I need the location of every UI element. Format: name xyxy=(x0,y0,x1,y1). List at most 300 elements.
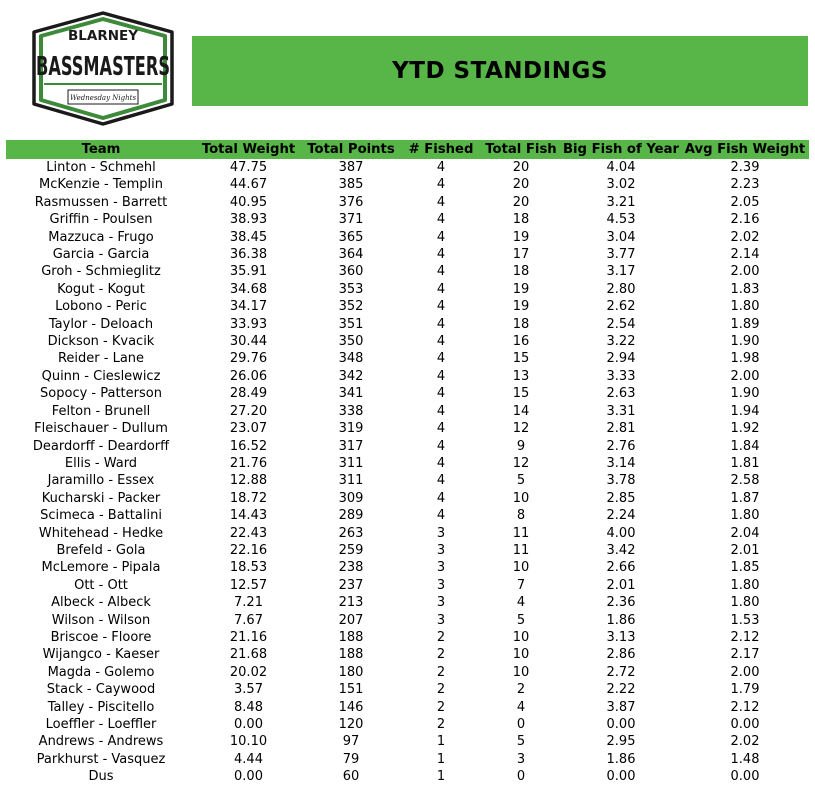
team-cell: McKenzie - Templin xyxy=(39,177,163,193)
total-points-cell: 151 xyxy=(338,682,364,698)
avg-fish-weight-cell: 2.17 xyxy=(730,647,760,663)
team-cell: Dus xyxy=(88,769,114,785)
team-cell: Deardorff - Deardorff xyxy=(32,438,170,454)
total-fish-cell: 17 xyxy=(512,247,530,263)
avg-fish-weight-cell: 0.00 xyxy=(730,717,760,732)
total-points-cell: 238 xyxy=(338,560,364,576)
team-cell: Dickson - Kvacik xyxy=(47,334,155,350)
team-cell: Mazzuca - Frugo xyxy=(48,229,154,245)
total-weight-cell: 29.76 xyxy=(229,351,268,367)
header-big-fish: Big Fish of Year xyxy=(562,142,680,157)
fished-cell: 3 xyxy=(436,542,446,558)
avg-fish-weight-cell: 2.16 xyxy=(730,212,760,228)
fished-cell: 4 xyxy=(436,177,446,193)
total-fish-cell: 4 xyxy=(516,699,526,715)
big-fish-cell: 2.01 xyxy=(606,577,636,593)
header-avg-fish-weight: Avg Fish Weight xyxy=(684,142,806,157)
total-fish-cell: 15 xyxy=(512,351,530,367)
fished-cell: 4 xyxy=(436,508,446,524)
total-points-cell: 342 xyxy=(338,368,364,384)
avg-fish-weight-cell: 2.04 xyxy=(730,525,760,541)
table-row xyxy=(6,316,809,333)
total-fish-cell: 10 xyxy=(512,629,530,645)
table-row xyxy=(6,246,809,263)
fished-cell: 3 xyxy=(436,612,446,628)
total-points-cell: 213 xyxy=(338,595,364,611)
total-weight-cell: 40.95 xyxy=(229,194,268,210)
team-cell: Parkhurst - Vasquez xyxy=(36,751,166,767)
team-cell: Kucharski - Packer xyxy=(41,490,161,506)
avg-fish-weight-cell: 1.48 xyxy=(730,751,760,767)
total-points-cell: 309 xyxy=(338,490,364,506)
table-row xyxy=(6,455,809,472)
fished-cell: 3 xyxy=(436,595,446,611)
total-weight-cell: 28.49 xyxy=(229,386,268,402)
total-fish-cell: 2 xyxy=(516,682,526,698)
big-fish-cell: 3.77 xyxy=(606,247,636,263)
total-fish-cell: 10 xyxy=(512,647,530,663)
total-points-cell: 289 xyxy=(338,508,364,524)
table-row xyxy=(6,438,809,455)
total-fish-cell: 4 xyxy=(516,595,526,611)
fished-cell: 4 xyxy=(436,438,446,454)
table-row xyxy=(6,403,809,420)
avg-fish-weight-cell: 1.87 xyxy=(730,490,760,506)
big-fish-cell: 3.33 xyxy=(606,368,636,384)
table-row xyxy=(6,751,809,768)
team-cell: Loeffler - Loeffler xyxy=(45,717,157,732)
total-points-cell: 97 xyxy=(342,734,360,750)
team-cell: Groh - Schmieglitz xyxy=(41,264,161,280)
avg-fish-weight-cell: 2.23 xyxy=(730,177,760,193)
fished-cell: 2 xyxy=(436,647,446,663)
total-points-cell: 188 xyxy=(338,629,364,645)
logo-line1: BLARNEY xyxy=(67,28,139,44)
team-cell: Garcia - Garcia xyxy=(52,247,150,263)
table-row xyxy=(6,559,809,576)
fished-cell: 4 xyxy=(436,160,446,175)
big-fish-cell: 2.81 xyxy=(606,421,636,437)
table-row xyxy=(6,211,809,228)
total-fish-cell: 16 xyxy=(512,334,530,350)
big-fish-cell: 4.00 xyxy=(606,525,636,541)
total-fish-cell: 7 xyxy=(516,577,526,593)
big-fish-cell: 0.00 xyxy=(606,769,636,785)
total-weight-cell: 30.44 xyxy=(229,334,268,350)
fished-cell: 3 xyxy=(436,577,446,593)
total-points-cell: 120 xyxy=(338,717,364,732)
total-fish-cell: 3 xyxy=(516,751,526,767)
team-cell: Kogut - Kogut xyxy=(57,281,145,297)
total-fish-cell: 15 xyxy=(512,386,530,402)
table-row xyxy=(6,629,809,646)
total-points-cell: 351 xyxy=(338,316,364,332)
fished-cell: 2 xyxy=(436,664,446,680)
big-fish-cell: 4.53 xyxy=(606,212,636,228)
total-weight-cell: 7.67 xyxy=(234,612,263,628)
total-points-cell: 263 xyxy=(338,525,364,541)
total-fish-cell: 19 xyxy=(512,299,530,315)
table-row xyxy=(6,472,809,489)
big-fish-cell: 3.13 xyxy=(606,629,636,645)
team-cell: Whitehead - Hedke xyxy=(38,525,164,541)
avg-fish-weight-cell: 1.83 xyxy=(730,281,760,297)
total-fish-cell: 0 xyxy=(516,717,526,732)
big-fish-cell: 4.04 xyxy=(606,160,636,175)
total-fish-cell: 19 xyxy=(512,229,530,245)
header-fished: # Fished xyxy=(408,142,474,157)
fished-cell: 4 xyxy=(436,281,446,297)
big-fish-cell: 3.78 xyxy=(606,473,636,489)
total-weight-cell: 23.07 xyxy=(229,421,268,437)
table-row xyxy=(6,768,809,785)
total-weight-cell: 44.67 xyxy=(229,177,268,193)
table-row xyxy=(6,194,809,211)
table-row xyxy=(6,733,809,750)
table-row xyxy=(6,646,809,663)
table-header xyxy=(6,140,809,159)
team-cell: Sopocy - Patterson xyxy=(40,386,162,402)
header-total-fish: Total Fish xyxy=(485,142,557,157)
team-cell: Felton - Brunell xyxy=(51,403,151,419)
team-cell: Wilson - Wilson xyxy=(51,612,151,628)
team-cell: Ellis - Ward xyxy=(64,455,138,471)
total-fish-cell: 11 xyxy=(512,525,530,541)
avg-fish-weight-cell: 1.85 xyxy=(730,560,760,576)
total-fish-cell: 0 xyxy=(516,769,526,785)
big-fish-cell: 3.17 xyxy=(606,264,636,280)
fished-cell: 2 xyxy=(436,699,446,715)
total-points-cell: 180 xyxy=(338,664,364,680)
avg-fish-weight-cell: 1.80 xyxy=(730,577,760,593)
avg-fish-weight-cell: 1.92 xyxy=(730,421,760,437)
fished-cell: 4 xyxy=(436,229,446,245)
total-weight-cell: 36.38 xyxy=(229,247,268,263)
big-fish-cell: 2.24 xyxy=(606,508,636,524)
team-cell: Linton - Schmehl xyxy=(46,160,156,175)
fished-cell: 4 xyxy=(436,455,446,471)
total-points-cell: 385 xyxy=(338,177,364,193)
big-fish-cell: 2.76 xyxy=(606,438,636,454)
avg-fish-weight-cell: 1.81 xyxy=(730,455,760,471)
total-weight-cell: 47.75 xyxy=(229,160,268,175)
team-cell: Ott - Ott xyxy=(74,577,128,593)
big-fish-cell: 1.86 xyxy=(606,751,636,767)
fished-cell: 4 xyxy=(436,386,446,402)
total-fish-cell: 20 xyxy=(512,194,530,210)
big-fish-cell: 2.80 xyxy=(606,281,636,297)
total-weight-cell: 0.00 xyxy=(234,717,263,732)
total-weight-cell: 14.43 xyxy=(229,508,268,524)
total-weight-cell: 34.68 xyxy=(229,281,268,297)
table-row xyxy=(6,716,809,733)
big-fish-cell: 3.42 xyxy=(606,542,636,558)
table-row xyxy=(6,385,809,402)
header-total-points: Total Points xyxy=(307,142,395,157)
total-weight-cell: 7.21 xyxy=(234,595,263,611)
fished-cell: 1 xyxy=(436,769,446,785)
total-fish-cell: 19 xyxy=(512,281,530,297)
big-fish-cell: 3.31 xyxy=(606,403,636,419)
fished-cell: 4 xyxy=(436,403,446,419)
total-weight-cell: 21.68 xyxy=(229,647,268,663)
table-row xyxy=(6,681,809,698)
total-points-cell: 360 xyxy=(338,264,364,280)
total-points-cell: 60 xyxy=(342,769,360,785)
total-points-cell: 341 xyxy=(338,386,364,402)
avg-fish-weight-cell: 1.80 xyxy=(730,508,760,524)
total-points-cell: 353 xyxy=(338,281,364,297)
standings-table xyxy=(6,140,809,786)
total-fish-cell: 9 xyxy=(516,438,526,454)
avg-fish-weight-cell: 1.80 xyxy=(730,299,760,315)
big-fish-cell: 2.86 xyxy=(606,647,636,663)
total-weight-cell: 16.52 xyxy=(229,438,268,454)
total-fish-cell: 11 xyxy=(512,542,530,558)
big-fish-cell: 3.87 xyxy=(606,699,636,715)
avg-fish-weight-cell: 1.80 xyxy=(730,595,760,611)
total-points-cell: 350 xyxy=(338,334,364,350)
team-cell: Griffin - Poulsen xyxy=(49,212,153,228)
fished-cell: 4 xyxy=(436,194,446,210)
avg-fish-weight-cell: 0.00 xyxy=(730,769,760,785)
big-fish-cell: 2.95 xyxy=(606,734,636,750)
blarney-bassmasters-logo xyxy=(28,10,178,128)
fished-cell: 2 xyxy=(436,629,446,645)
total-points-cell: 387 xyxy=(338,160,364,175)
avg-fish-weight-cell: 2.58 xyxy=(730,473,760,489)
total-fish-cell: 18 xyxy=(512,264,530,280)
team-cell: Andrews - Andrews xyxy=(38,734,164,750)
total-weight-cell: 12.57 xyxy=(229,577,268,593)
total-weight-cell: 10.10 xyxy=(229,734,268,750)
total-points-cell: 376 xyxy=(338,194,364,210)
big-fish-cell: 2.63 xyxy=(606,386,636,402)
team-cell: Talley - Piscitello xyxy=(47,699,155,715)
total-fish-cell: 18 xyxy=(512,316,530,332)
fished-cell: 4 xyxy=(436,351,446,367)
total-points-cell: 311 xyxy=(338,473,364,489)
avg-fish-weight-cell: 2.39 xyxy=(730,160,760,175)
total-points-cell: 365 xyxy=(338,229,364,245)
total-points-cell: 237 xyxy=(338,577,364,593)
total-weight-cell: 38.93 xyxy=(229,212,268,228)
team-cell: Taylor - Deloach xyxy=(48,316,154,332)
fished-cell: 4 xyxy=(436,316,446,332)
total-weight-cell: 18.72 xyxy=(229,490,268,506)
total-points-cell: 188 xyxy=(338,647,364,663)
avg-fish-weight-cell: 1.84 xyxy=(730,438,760,454)
table-row xyxy=(6,368,809,385)
team-cell: Quinn - Cieslewicz xyxy=(41,368,161,384)
total-fish-cell: 10 xyxy=(512,490,530,506)
total-points-cell: 317 xyxy=(338,438,364,454)
big-fish-cell: 2.22 xyxy=(606,682,636,698)
table-row xyxy=(6,594,809,611)
logo-line2: BASSMASTERS xyxy=(36,52,170,82)
avg-fish-weight-cell: 1.90 xyxy=(730,334,760,350)
avg-fish-weight-cell: 2.01 xyxy=(730,542,760,558)
fished-cell: 1 xyxy=(436,751,446,767)
header-team: Team xyxy=(81,142,121,157)
total-weight-cell: 4.44 xyxy=(234,751,263,767)
avg-fish-weight-cell: 2.05 xyxy=(730,194,760,210)
table-row xyxy=(6,333,809,350)
team-cell: Brefeld - Gola xyxy=(56,542,146,558)
avg-fish-weight-cell: 2.00 xyxy=(730,368,760,384)
total-weight-cell: 26.06 xyxy=(229,368,268,384)
big-fish-cell: 3.14 xyxy=(606,455,636,471)
table-row xyxy=(6,263,809,280)
total-weight-cell: 0.00 xyxy=(234,769,263,785)
total-points-cell: 352 xyxy=(338,299,364,315)
avg-fish-weight-cell: 1.90 xyxy=(730,386,760,402)
table-row xyxy=(6,525,809,542)
fished-cell: 4 xyxy=(436,264,446,280)
table-row xyxy=(6,229,809,246)
total-fish-cell: 18 xyxy=(512,212,530,228)
avg-fish-weight-cell: 1.94 xyxy=(730,403,760,419)
total-fish-cell: 20 xyxy=(512,160,530,175)
table-row xyxy=(6,159,809,176)
big-fish-cell: 2.36 xyxy=(606,595,636,611)
big-fish-cell: 3.22 xyxy=(606,334,636,350)
avg-fish-weight-cell: 2.12 xyxy=(730,699,760,715)
total-points-cell: 79 xyxy=(342,751,360,767)
fished-cell: 4 xyxy=(436,490,446,506)
total-points-cell: 146 xyxy=(338,699,364,715)
total-weight-cell: 33.93 xyxy=(229,316,268,332)
table-row xyxy=(6,490,809,507)
big-fish-cell: 3.04 xyxy=(606,229,636,245)
total-weight-cell: 12.88 xyxy=(229,473,268,489)
fished-cell: 4 xyxy=(436,299,446,315)
avg-fish-weight-cell: 1.89 xyxy=(730,316,760,332)
team-cell: Albeck - Albeck xyxy=(51,595,151,611)
total-weight-cell: 22.43 xyxy=(229,525,268,541)
page-title: YTD STANDINGS xyxy=(392,58,608,84)
team-cell: Reider - Lane xyxy=(57,351,145,367)
table-row xyxy=(6,612,809,629)
avg-fish-weight-cell: 1.98 xyxy=(730,351,760,367)
big-fish-cell: 0.00 xyxy=(606,717,636,732)
table-row xyxy=(6,350,809,367)
total-points-cell: 319 xyxy=(338,421,364,437)
total-fish-cell: 12 xyxy=(512,421,530,437)
team-cell: Stack - Caywood xyxy=(46,682,156,698)
big-fish-cell: 2.54 xyxy=(606,316,636,332)
total-points-cell: 259 xyxy=(338,542,364,558)
avg-fish-weight-cell: 2.02 xyxy=(730,229,760,245)
avg-fish-weight-cell: 2.14 xyxy=(730,247,760,263)
team-cell: Scimeca - Battalini xyxy=(40,508,162,524)
total-fish-cell: 8 xyxy=(516,508,526,524)
total-points-cell: 371 xyxy=(338,212,364,228)
table-row xyxy=(6,542,809,559)
total-weight-cell: 21.76 xyxy=(229,455,268,471)
total-weight-cell: 22.16 xyxy=(229,542,268,558)
avg-fish-weight-cell: 1.53 xyxy=(730,612,760,628)
total-points-cell: 311 xyxy=(338,455,364,471)
total-weight-cell: 35.91 xyxy=(229,264,268,280)
total-fish-cell: 12 xyxy=(512,455,530,471)
big-fish-cell: 3.21 xyxy=(606,194,636,210)
fished-cell: 1 xyxy=(436,734,446,750)
total-weight-cell: 18.53 xyxy=(229,560,268,576)
table-row xyxy=(6,577,809,594)
team-cell: Briscoe - Floore xyxy=(50,629,152,645)
fished-cell: 3 xyxy=(436,525,446,541)
team-cell: McLemore - Pipala xyxy=(41,560,161,576)
team-cell: Fleischauer - Dullum xyxy=(34,421,168,437)
total-points-cell: 348 xyxy=(338,351,364,367)
big-fish-cell: 2.66 xyxy=(606,560,636,576)
total-points-cell: 338 xyxy=(338,403,364,419)
total-points-cell: 364 xyxy=(338,247,364,263)
big-fish-cell: 2.62 xyxy=(606,299,636,315)
total-weight-cell: 27.20 xyxy=(229,403,268,419)
fished-cell: 2 xyxy=(436,717,446,732)
team-cell: Wijangco - Kaeser xyxy=(42,647,160,663)
table-row xyxy=(6,176,809,193)
fished-cell: 3 xyxy=(436,560,446,576)
big-fish-cell: 1.86 xyxy=(606,612,636,628)
title-banner xyxy=(192,36,808,106)
big-fish-cell: 3.02 xyxy=(606,177,636,193)
table-row xyxy=(6,420,809,437)
total-weight-cell: 34.17 xyxy=(229,299,268,315)
avg-fish-weight-cell: 2.02 xyxy=(730,734,760,750)
total-weight-cell: 20.02 xyxy=(229,664,268,680)
fished-cell: 2 xyxy=(436,682,446,698)
fished-cell: 4 xyxy=(436,421,446,437)
total-fish-cell: 20 xyxy=(512,177,530,193)
big-fish-cell: 2.85 xyxy=(606,490,636,506)
big-fish-cell: 2.72 xyxy=(606,664,636,680)
table-row xyxy=(6,507,809,524)
team-cell: Magda - Golemo xyxy=(47,664,155,680)
table-row xyxy=(6,699,809,716)
total-fish-cell: 13 xyxy=(512,368,530,384)
total-fish-cell: 5 xyxy=(516,473,526,489)
total-fish-cell: 10 xyxy=(512,664,530,680)
team-cell: Jaramillo - Essex xyxy=(47,473,155,489)
total-fish-cell: 14 xyxy=(512,403,530,419)
team-cell: Lobono - Peric xyxy=(55,299,147,315)
total-weight-cell: 3.57 xyxy=(234,682,263,698)
total-weight-cell: 38.45 xyxy=(229,229,268,245)
header-row xyxy=(6,140,809,159)
fished-cell: 4 xyxy=(436,368,446,384)
avg-fish-weight-cell: 2.12 xyxy=(730,629,760,645)
total-fish-cell: 10 xyxy=(512,560,530,576)
team-cell: Rasmussen - Barrett xyxy=(34,194,168,210)
total-points-cell: 207 xyxy=(338,612,364,628)
table-body xyxy=(6,159,809,786)
fished-cell: 4 xyxy=(436,247,446,263)
fished-cell: 4 xyxy=(436,212,446,228)
fished-cell: 4 xyxy=(436,334,446,350)
avg-fish-weight-cell: 2.00 xyxy=(730,664,760,680)
header-total-weight: Total Weight xyxy=(201,142,296,157)
total-weight-cell: 21.16 xyxy=(229,629,268,645)
fished-cell: 4 xyxy=(436,473,446,489)
avg-fish-weight-cell: 2.00 xyxy=(730,264,760,280)
total-weight-cell: 8.48 xyxy=(234,699,263,715)
total-fish-cell: 5 xyxy=(516,612,526,628)
table-row xyxy=(6,664,809,681)
logo-tagline: Wednesday Nights xyxy=(69,94,137,102)
